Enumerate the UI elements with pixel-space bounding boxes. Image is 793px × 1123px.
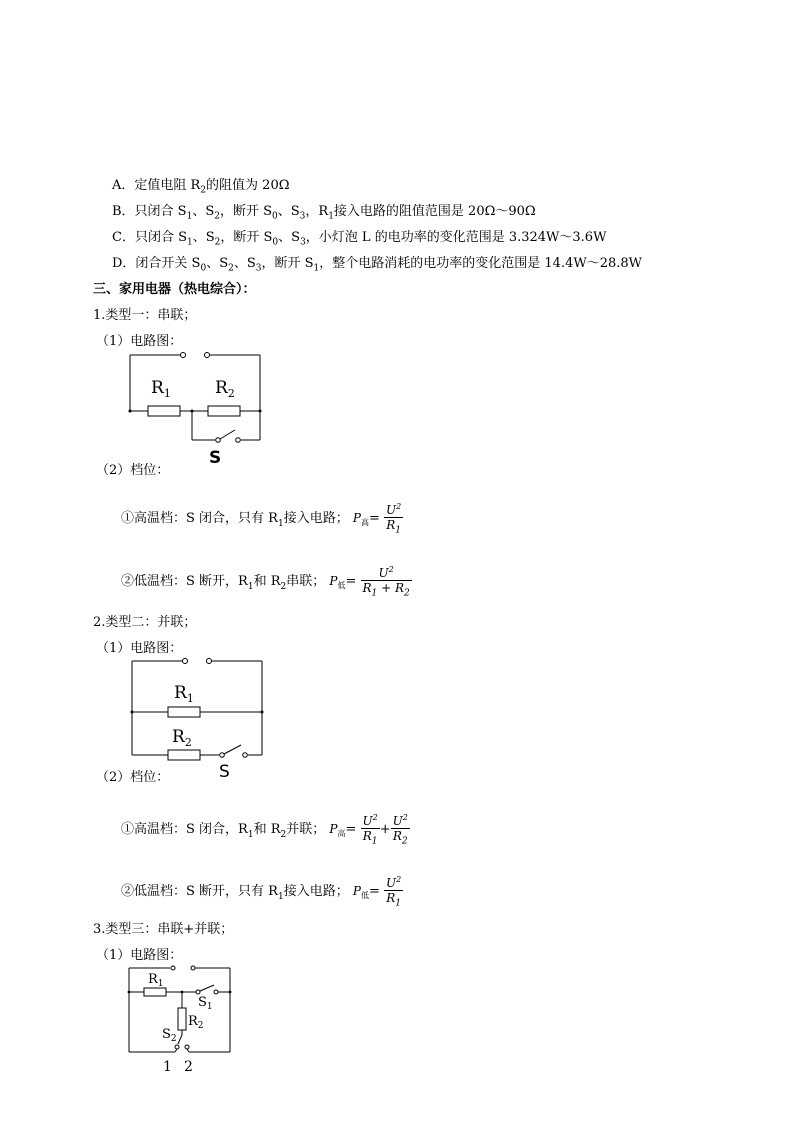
formula-fraction: $\frac{U^2}{R_1}$ [385,875,402,909]
svg-text:2: 2 [184,1059,193,1075]
t1-high-t2: 接入电路； [283,511,349,527]
option-c-t5: ，小灯泡 L 的电功率的变化范围是 3.324W～3.6W [305,230,607,245]
option-d-s3: 3 [255,263,262,274]
formula-fraction-2: $\frac{U^2}{R_2}$ [392,813,408,847]
formula-fraction: $\frac{U^2}{R_1}$ [362,813,378,847]
t1-high-t1: ①高温档：S 闭合，只有 R [121,511,278,527]
type1-gear-label: （2）档位： [96,463,170,478]
p-low-symbol: $P_低$ [329,574,346,591]
option-a-sub: 2 [200,185,207,196]
option-b-s5: 1 [328,211,334,222]
p-low-symbol: $P_低$ [352,884,369,901]
p-high-symbol: $P_高$ [352,511,369,528]
svg-text:R1: $R_1$ [174,683,194,705]
option-d-t3: 、S [233,256,256,271]
equals: = [368,884,380,900]
option-b-s4: 3 [299,211,306,222]
resistor-r1 [144,988,166,996]
option-a-text: A．定值电阻 R [112,178,201,193]
resistor-r2 [168,750,200,760]
svg-text:S2: $S_2$ [162,1027,177,1044]
svg-text:R1: $R_1$ [148,972,164,989]
equals: = [345,822,357,838]
option-b-t6: 接入电路的阻值范围是 20Ω～90Ω [333,204,536,219]
section-heading: 三、家用电器（热电综合）： [93,282,256,297]
option-b-t3: ，断开 S [219,204,273,219]
formula-fraction: $\frac{U^2}{R_1}$ [385,502,402,536]
option-b-t4: 、S [277,204,300,219]
option-c-t1: C．只闭合 S [112,230,187,245]
t1-low-t1: ②低温档：S 断开，R [121,574,248,590]
t2-low-t2: 接入电路； [283,884,349,900]
option-b-s2: 2 [214,211,220,222]
t1-low-s2: 2 [280,581,287,592]
type3-circuit-label: （1）电路图： [96,948,183,963]
option-c-s4: 3 [300,237,306,248]
resistor-r2 [178,1008,186,1030]
t1-high-s1: 1 [277,518,284,529]
option-d-s2: 2 [228,263,234,274]
t2-high-s2: 2 [280,829,287,840]
t2-high-t2: 和 R [253,822,281,838]
type2-circuit-label: （1）电路图： [96,641,183,656]
option-c-t4: 、S [278,230,301,245]
option-a [112,178,290,199]
option-b [112,204,536,225]
option-d-s1: 0 [200,263,207,274]
p-high-symbol: $P_高$ [329,822,346,839]
type3-title: 3.类型三：串联+并联； [93,922,234,937]
option-b-s3: 0 [272,211,278,222]
resistor-r1 [148,406,180,416]
option-b-s1: 1 [186,211,193,222]
t2-low-t1: ②低温档：S 断开，只有 R [121,884,278,900]
option-d-t2: 、S [206,256,229,271]
option-c-t2: 、S [192,230,215,245]
option-a-text-2: 的阻值为 20Ω [206,178,290,193]
t2-high-t1: ①高温档：S 闭合，R [121,822,248,838]
option-c-t3: ，断开 S [220,230,273,245]
t1-low-t2: 和 R [253,574,281,590]
equals: = [345,574,357,590]
option-c [112,230,606,251]
option-b-t1: B．只闭合 S [112,204,187,219]
t2-low-s1: 1 [277,891,284,902]
type1-high-gear [121,500,403,537]
option-c-s1: 1 [187,237,193,248]
type1-circuit-label: （1）电路图： [96,334,183,349]
option-d-t1: D．闭合开关 S [112,256,201,271]
option-c-s2: 2 [214,237,221,248]
t1-low-t3: 串联； [286,574,326,590]
svg-text:R1: $R_1$ [151,378,171,400]
t2-high-s1: 1 [247,829,254,840]
option-b-t5: ，R [305,204,329,219]
type2-high-gear [121,811,410,848]
svg-text:R2: $R_2$ [215,378,235,400]
svg-text:R2: $R_2$ [172,727,192,749]
svg-text:S: S [209,448,222,466]
type2-low-gear [121,873,403,910]
type2-circuit-diagram [125,653,275,783]
formula-fraction: $\frac{U^2}{R_1 + R_2}$ [362,565,410,599]
svg-text:R2: $R_2$ [188,1014,204,1031]
option-b-t2: 、S [192,204,215,219]
t1-low-s1: 1 [247,581,254,592]
svg-text:1: 1 [163,1059,172,1075]
equals: = [368,511,380,527]
resistor-r2 [208,406,240,416]
type3-circuit-diagram [120,960,250,1075]
plus-sign: + [379,822,391,838]
type1-circuit-diagram [120,346,280,466]
resistor-r1 [168,707,200,717]
svg-text:S1: $S_1$ [198,995,213,1012]
type2-gear-label: （2）档位： [96,770,170,785]
option-d-s4: 1 [313,263,320,274]
t2-high-t3: 并联； [286,822,326,838]
option-d-t5: ，整个电路消耗的电功率的变化范围是 14.4W～28.8W [319,256,643,271]
type2-title: 2.类型二：并联； [93,615,197,630]
type1-low-gear [121,563,412,600]
svg-text:S: S [219,762,230,782]
type1-title: 1.类型一：串联； [93,308,197,323]
option-d [112,256,642,277]
option-d-t4: ，断开 S [261,256,314,271]
option-c-s3: 0 [272,237,279,248]
